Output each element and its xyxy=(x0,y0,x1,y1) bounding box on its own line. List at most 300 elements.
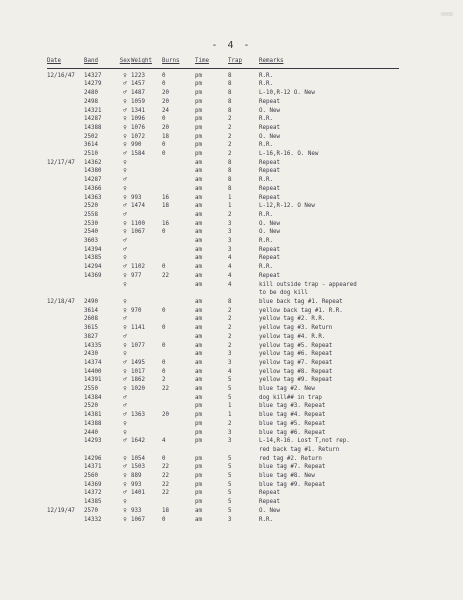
cell-time: am xyxy=(195,394,202,401)
cell-trap: 4 xyxy=(228,264,232,271)
cell-sex: ♀ xyxy=(123,229,127,236)
cell-date xyxy=(47,220,84,229)
cell-sex: ♀ xyxy=(123,72,127,79)
cell-sex: ♀ xyxy=(123,124,127,131)
cell-time: pm xyxy=(195,473,202,480)
cell-band: 2520 xyxy=(84,403,98,410)
cell-band: 2440 xyxy=(84,429,98,436)
cell-date xyxy=(47,359,84,368)
cell-weight: 933 xyxy=(131,507,142,514)
cell-remarks: Repeat xyxy=(259,490,280,497)
cell-trap: 8 xyxy=(228,159,232,166)
cell-burns: 22 xyxy=(162,386,169,393)
cell-remarks: Repeat xyxy=(259,185,280,192)
cell-date xyxy=(47,315,84,324)
cell-trap: 8 xyxy=(228,72,232,79)
cell-date: 12/17/47 xyxy=(47,159,75,166)
cell-burns xyxy=(162,254,195,263)
table-row xyxy=(47,394,399,403)
table-row xyxy=(47,281,399,290)
cell-band: 14388 xyxy=(84,124,102,131)
table-row xyxy=(47,385,399,394)
cell-burns xyxy=(162,315,195,324)
column-header-time: Time xyxy=(195,57,228,68)
cell-time: am xyxy=(195,194,202,201)
cell-time: pm xyxy=(195,107,202,114)
cell-sex: ♀ xyxy=(123,351,127,358)
cell-burns: 22 xyxy=(162,464,169,471)
cell-band: 3615 xyxy=(84,325,98,332)
cell-sex: ♂ xyxy=(123,151,127,158)
cell-remarks: Repeat xyxy=(259,499,280,506)
cell-burns: 22 xyxy=(162,481,169,488)
cell-band: 2530 xyxy=(84,220,98,227)
column-header-date: Date xyxy=(47,57,84,68)
cell-time: am xyxy=(195,211,202,218)
cell-remarks: R.R. xyxy=(259,177,273,184)
cell-sex: ♂ xyxy=(123,377,127,384)
cell-date xyxy=(47,411,84,420)
cell-remarks: blue tag #5. Repeat xyxy=(259,420,326,427)
cell-time: am xyxy=(195,229,202,236)
cell-weight: 1642 xyxy=(131,438,145,445)
table-row xyxy=(47,402,399,411)
cell-time: am xyxy=(195,177,202,184)
cell-trap xyxy=(228,446,259,455)
cell-burns xyxy=(162,394,195,403)
cell-time: am xyxy=(195,203,202,210)
cell-band: 2608 xyxy=(84,316,98,323)
cell-band: 14335 xyxy=(84,342,102,349)
cell-remarks: Repeat xyxy=(259,98,280,105)
cell-sex: ♀ xyxy=(123,507,127,514)
cell-date xyxy=(47,124,84,133)
cell-remarks: Repeat xyxy=(259,246,280,253)
cell-weight xyxy=(131,246,162,255)
cell-time: pm xyxy=(195,142,202,149)
cell-burns: 0 xyxy=(162,368,166,375)
table-row xyxy=(47,516,399,525)
cell-weight xyxy=(131,298,162,307)
cell-sex: ♂ xyxy=(123,177,127,184)
cell-remarks: yellow tag #9. Repeat xyxy=(259,377,333,384)
cell-date xyxy=(47,498,84,507)
cell-trap: 3 xyxy=(228,438,232,445)
cell-date xyxy=(47,272,84,281)
cell-burns: 20 xyxy=(162,90,169,97)
cell-band: 14391 xyxy=(84,377,102,384)
cell-weight: 1457 xyxy=(131,81,145,88)
cell-band: 14296 xyxy=(84,455,102,462)
cell-sex xyxy=(119,289,131,298)
cell-trap: 4 xyxy=(228,281,232,288)
cell-date xyxy=(47,194,84,203)
cell-sex: ♂ xyxy=(123,211,127,218)
cell-sex xyxy=(119,446,131,455)
cell-weight: 1077 xyxy=(131,342,145,349)
cell-weight: 1401 xyxy=(131,490,145,497)
column-header-weight: Weight xyxy=(131,57,162,68)
cell-weight: 1017 xyxy=(131,368,145,375)
cell-burns: 0 xyxy=(162,342,166,349)
cell-date xyxy=(47,107,84,116)
cell-time: pm xyxy=(195,455,202,462)
cell-sex: ♂ xyxy=(123,107,127,114)
cell-weight: 1096 xyxy=(131,116,145,123)
table-row xyxy=(47,246,399,255)
cell-weight: 970 xyxy=(131,307,142,314)
cell-burns: 18 xyxy=(162,507,169,514)
cell-trap: 5 xyxy=(228,394,232,401)
cell-weight: 1076 xyxy=(131,124,145,131)
cell-weight: 993 xyxy=(131,481,142,488)
cell-burns: 24 xyxy=(162,107,169,114)
cell-time: pm xyxy=(195,116,202,123)
cell-trap: 2 xyxy=(228,307,232,314)
cell-burns: 4 xyxy=(162,438,166,445)
cell-trap: 1 xyxy=(228,403,232,410)
cell-time: pm xyxy=(195,403,202,410)
cell-weight xyxy=(131,402,162,411)
cell-burns: 0 xyxy=(162,307,166,314)
cell-burns xyxy=(162,429,195,438)
cell-date xyxy=(47,385,84,394)
cell-remarks: blue tag #8. New xyxy=(259,473,315,480)
table-row xyxy=(47,228,399,237)
cell-date xyxy=(47,150,84,159)
cell-band: 14287 xyxy=(84,116,102,123)
cell-time: pm xyxy=(195,412,202,419)
cell-remarks: L-14,R-16. Lost T,not rep. xyxy=(259,438,350,445)
cell-time: pm xyxy=(195,420,202,427)
cell-burns xyxy=(162,420,195,429)
table-row xyxy=(47,411,399,420)
cell-burns: 20 xyxy=(162,98,169,105)
cell-time: am xyxy=(195,316,202,323)
cell-trap: 4 xyxy=(228,272,232,279)
header-row xyxy=(47,57,399,68)
cell-sex: ♀ xyxy=(123,420,127,427)
cell-trap: 5 xyxy=(228,386,232,393)
table-row xyxy=(47,420,399,429)
cell-band: 14374 xyxy=(84,359,102,366)
table-row xyxy=(47,133,399,142)
cell-sex: ♀ xyxy=(123,429,127,436)
cell-trap: 8 xyxy=(228,168,232,175)
cell-sex: ♀ xyxy=(123,159,127,166)
cell-band: 3827 xyxy=(84,333,98,340)
table-row xyxy=(47,315,399,324)
table-row xyxy=(47,124,399,133)
table-row xyxy=(47,80,399,89)
cell-remarks: dog kill## in trap xyxy=(259,394,322,401)
cell-sex: ♀ xyxy=(123,298,127,305)
cell-trap: 8 xyxy=(228,81,232,88)
cell-burns xyxy=(162,211,195,220)
cell-sex: ♀ xyxy=(123,499,127,506)
table-row xyxy=(47,429,399,438)
cell-band: 2510 xyxy=(84,151,98,158)
cell-weight xyxy=(131,446,162,455)
cell-time: am xyxy=(195,159,202,166)
cell-time: am xyxy=(195,298,202,305)
cell-band: 14369 xyxy=(84,272,102,279)
cell-sex: ♀ xyxy=(123,168,127,175)
cell-date xyxy=(47,246,84,255)
cell-date xyxy=(47,254,84,263)
cell-date xyxy=(47,80,84,89)
cell-remarks: yellow tag #4. R.R. xyxy=(259,333,326,340)
cell-band: 2502 xyxy=(84,133,98,140)
table-row xyxy=(47,167,399,176)
cell-weight xyxy=(131,185,162,194)
table-row xyxy=(47,324,399,333)
cell-weight xyxy=(131,429,162,438)
cell-time: am xyxy=(195,281,202,288)
cell-burns: 18 xyxy=(162,203,169,210)
cell-band: 14369 xyxy=(84,481,102,488)
table-row xyxy=(47,176,399,185)
cell-time: pm xyxy=(195,133,202,140)
cell-remarks: O. New xyxy=(259,107,280,114)
cell-time: pm xyxy=(195,151,202,158)
column-header-trap: Trap xyxy=(228,57,259,68)
table-row xyxy=(47,220,399,229)
cell-sex: ♂ xyxy=(123,333,127,340)
table-row xyxy=(47,150,399,159)
cell-time: am xyxy=(195,185,202,192)
cell-trap: 3 xyxy=(228,238,232,245)
cell-band: 14279 xyxy=(84,81,102,88)
cell-time: pm xyxy=(195,499,202,506)
cell-sex: ♀ xyxy=(123,386,127,393)
table-row xyxy=(47,107,399,116)
table-row xyxy=(47,376,399,385)
table-row xyxy=(47,307,399,316)
cell-remarks: blue tag #7. Repeat xyxy=(259,464,326,471)
cell-weight: 993 xyxy=(131,194,142,201)
cell-trap: 1 xyxy=(228,203,232,210)
cell-weight: 1102 xyxy=(131,264,145,271)
cell-burns: 0 xyxy=(162,142,166,149)
cell-remarks: blue tag #9. Repeat xyxy=(259,481,326,488)
table-row xyxy=(47,115,399,124)
cell-band: 14371 xyxy=(84,464,102,471)
cell-date xyxy=(47,368,84,377)
cell-sex: ♀ xyxy=(123,281,127,288)
cell-sex: ♀ xyxy=(123,255,127,262)
cell-burns xyxy=(162,167,195,176)
cell-time: am xyxy=(195,220,202,227)
table-row xyxy=(47,507,399,516)
cell-date: 12/18/47 xyxy=(47,298,75,305)
cell-band: 2550 xyxy=(84,386,98,393)
cell-weight: 1223 xyxy=(131,72,145,79)
cell-remarks: L-12,R-12. O New xyxy=(259,203,315,210)
cell-date xyxy=(47,472,84,481)
cell-sex: ♂ xyxy=(123,316,127,323)
cell-band xyxy=(84,446,119,455)
cell-weight: 1054 xyxy=(131,455,145,462)
cell-date xyxy=(47,333,84,342)
cell-band xyxy=(84,281,119,290)
cell-remarks: red tag #2. Return xyxy=(259,455,322,462)
cell-band: 2560 xyxy=(84,473,98,480)
cell-remarks: O. New xyxy=(259,507,280,514)
cell-band: 14362 xyxy=(84,159,102,166)
cell-burns: 0 xyxy=(162,455,166,462)
column-header-sex: Sex xyxy=(119,57,131,68)
cell-sex: ♀ xyxy=(123,481,127,488)
cell-time: pm xyxy=(195,490,202,497)
cell-burns xyxy=(162,176,195,185)
cell-sex: ♀ xyxy=(123,342,127,349)
cell-weight: 1072 xyxy=(131,133,145,140)
cell-trap: 8 xyxy=(228,107,232,114)
cell-weight: 1059 xyxy=(131,98,145,105)
table-row xyxy=(47,237,399,246)
cell-time: pm xyxy=(195,429,202,436)
cell-band: 14321 xyxy=(84,107,102,114)
cell-time: am xyxy=(195,246,202,253)
cell-sex: ♀ xyxy=(123,142,127,149)
cell-weight xyxy=(131,289,162,298)
table-row xyxy=(47,455,399,464)
cell-date xyxy=(47,307,84,316)
cell-date xyxy=(47,455,84,464)
cell-date xyxy=(47,289,84,298)
cell-date: 12/16/47 xyxy=(47,72,75,79)
column-header-band: Band xyxy=(84,57,119,68)
cell-date xyxy=(47,211,84,220)
cell-remarks: red back tag #1. Return xyxy=(259,446,340,453)
cell-weight: 889 xyxy=(131,473,142,480)
cell-band: 2558 xyxy=(84,211,98,218)
cell-remarks: yellow tag #3. Return xyxy=(259,325,333,332)
cell-weight xyxy=(131,394,162,403)
cell-weight: 1020 xyxy=(131,386,145,393)
cell-remarks: R.R. xyxy=(259,211,273,218)
cell-weight xyxy=(131,281,162,290)
cell-trap: 2 xyxy=(228,142,232,149)
cell-sex: ♂ xyxy=(123,403,127,410)
cell-date xyxy=(47,429,84,438)
cell-sex: ♀ xyxy=(123,116,127,123)
table-row xyxy=(47,194,399,203)
cell-weight xyxy=(131,211,162,220)
cell-sex: ♀ xyxy=(123,325,127,332)
cell-sex: ♀ xyxy=(123,98,127,105)
table-row xyxy=(47,289,399,298)
cell-band xyxy=(84,289,119,298)
cell-sex: ♀ xyxy=(123,272,127,279)
cell-sex: ♂ xyxy=(123,246,127,253)
cell-date xyxy=(47,324,84,333)
cell-weight xyxy=(131,333,162,342)
cell-time: am xyxy=(195,351,202,358)
cell-band: 2430 xyxy=(84,351,98,358)
cell-date xyxy=(47,167,84,176)
cell-burns xyxy=(162,402,195,411)
cell-trap: 5 xyxy=(228,473,232,480)
column-header-burns: Burns xyxy=(162,57,195,68)
cell-date xyxy=(47,516,84,525)
cell-burns xyxy=(162,246,195,255)
cell-remarks: Repeat xyxy=(259,168,280,175)
cell-weight: 1862 xyxy=(131,377,145,384)
cell-time: pm xyxy=(195,438,202,445)
cell-trap: 2 xyxy=(228,116,232,123)
cell-trap: 2 xyxy=(228,325,232,332)
cell-date xyxy=(47,350,84,359)
cell-weight: 990 xyxy=(131,142,142,149)
cell-burns: 16 xyxy=(162,194,169,201)
cell-weight: 1503 xyxy=(131,464,145,471)
cell-burns: 0 xyxy=(162,81,166,88)
table-row xyxy=(47,185,399,194)
cell-sex: ♂ xyxy=(123,490,127,497)
cell-remarks: R.R. xyxy=(259,264,273,271)
cell-time xyxy=(195,289,228,298)
cell-sex: ♂ xyxy=(123,81,127,88)
table-row xyxy=(47,350,399,359)
cell-band: 14385 xyxy=(84,255,102,262)
cell-band: 3614 xyxy=(84,142,98,149)
cell-remarks: yellow back tag #1. R.R. xyxy=(259,307,343,314)
cell-trap: 3 xyxy=(228,229,232,236)
cell-remarks: R.R. xyxy=(259,116,273,123)
cell-remarks: blue tag #2. New xyxy=(259,386,315,393)
cell-trap: 2 xyxy=(228,211,232,218)
cell-weight: 1487 xyxy=(131,90,145,97)
cell-burns: 0 xyxy=(162,325,166,332)
banding-record-table xyxy=(47,57,399,524)
cell-sex: ♀ xyxy=(123,220,127,227)
cell-burns xyxy=(162,159,195,168)
cell-date xyxy=(47,228,84,237)
table-row xyxy=(47,368,399,377)
cell-band: 14372 xyxy=(84,490,102,497)
cell-remarks: blue back tag #1. Repeat xyxy=(259,298,343,305)
cell-weight xyxy=(131,159,162,168)
cell-burns: 18 xyxy=(162,133,169,140)
table-row xyxy=(47,437,399,446)
cell-date xyxy=(47,446,84,455)
cell-trap: 2 xyxy=(228,333,232,340)
cell-burns: 0 xyxy=(162,516,166,523)
cell-remarks: Repeat xyxy=(259,255,280,262)
cell-sex: ♀ xyxy=(123,455,127,462)
cell-date xyxy=(47,394,84,403)
cell-sex: ♀ xyxy=(123,133,127,140)
cell-sex: ♂ xyxy=(123,203,127,210)
cell-time: am xyxy=(195,386,202,393)
cell-remarks: R.R. xyxy=(259,238,273,245)
cell-time: pm xyxy=(195,464,202,471)
cell-date xyxy=(47,463,84,472)
cell-weight xyxy=(131,420,162,429)
cell-sex: ♂ xyxy=(123,412,127,419)
cell-burns: 0 xyxy=(162,72,166,79)
cell-trap: 1 xyxy=(228,194,232,201)
cell-remarks: yellow tag #7. Repeat xyxy=(259,359,333,366)
cell-trap: 5 xyxy=(228,481,232,488)
cell-sex: ♀ xyxy=(123,516,127,523)
cell-remarks: R.R. xyxy=(259,72,273,79)
cell-trap: 3 xyxy=(228,246,232,253)
cell-trap: 3 xyxy=(228,429,232,436)
cell-time: am xyxy=(195,368,202,375)
